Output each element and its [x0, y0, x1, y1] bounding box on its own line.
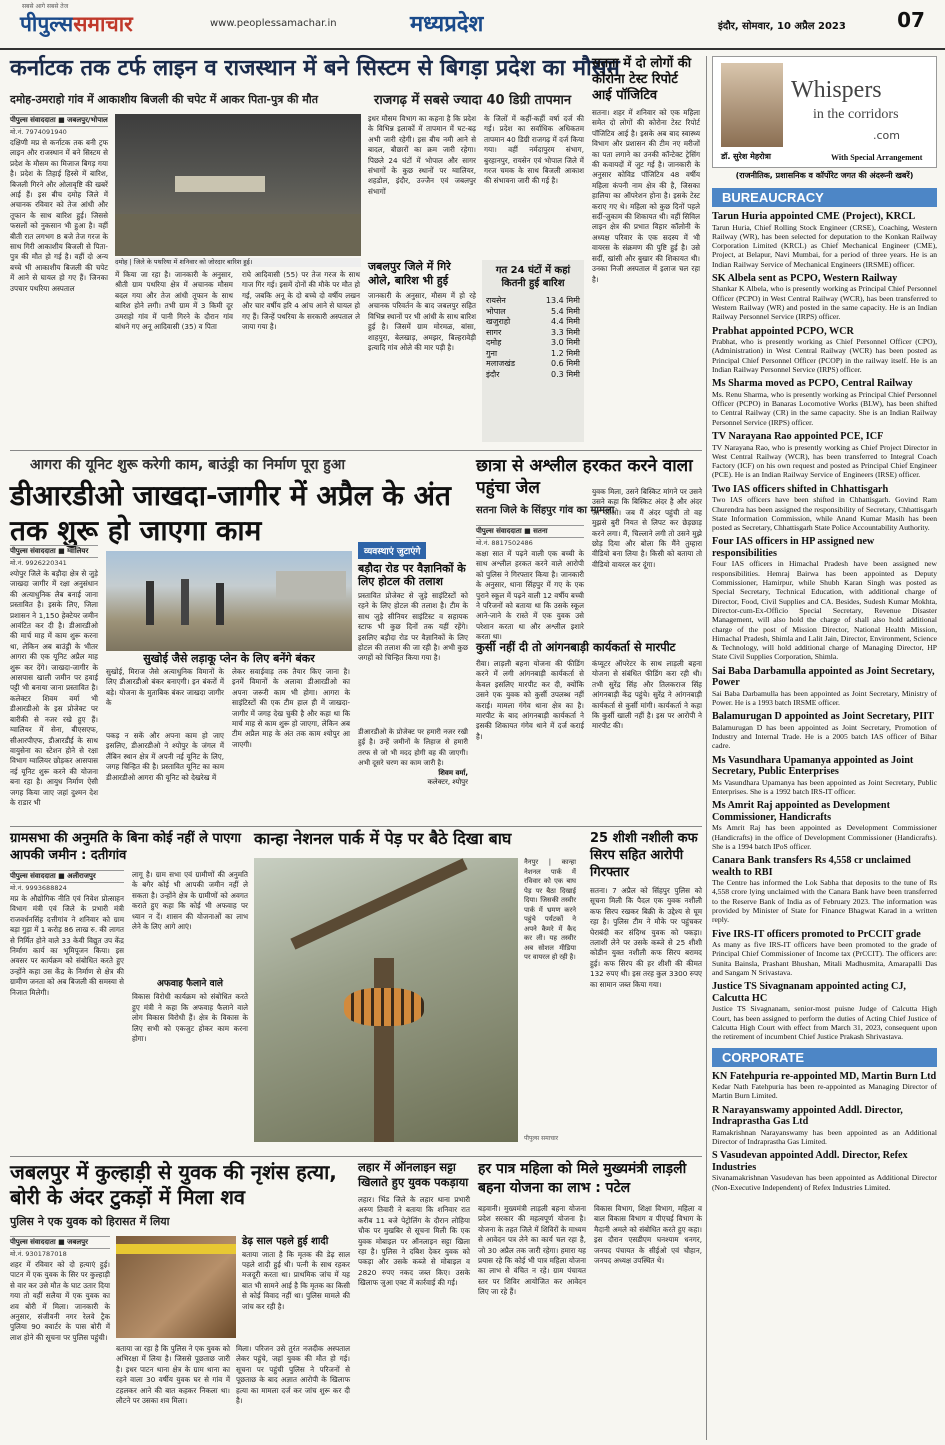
subhead: दमोह-उमराहो गांव में आकाशीय बिजली की चपेट में आकर पिता-पुत्र की मौत — [10, 93, 318, 106]
tiger-caption: नैनपुर | कान्हा नेशनल पार्क में रविवार को एक बाघ पेड़ पर बैठा दिखाई दिया। जिसकी तस्वीर पार्क में भ्रमण करने पहुंचे पर्यटकों ने अपने कैमरे में कैद कर ली। यह तस्वीर अब सोशल मीडिया पर वायरल हो रही है। — [524, 858, 576, 961]
news-item — [712, 1105, 937, 1147]
rainfall-box — [482, 260, 584, 442]
news-item — [712, 536, 937, 661]
news-item-head: Canara Bank transfers Rs 4,558 cr unclaimed wealth to RBI — [712, 855, 911, 878]
body-col: बताया जा रहा है कि पुलिस ने एक युवक को अभिरक्षा में लिया है। जिससे पूछताछ जारी है। इधर पाटन थाना क्षेत्र के ग्राम थाना का रहने वाला 30 वर्षीय युवक घर से गांव में टहलकर आने की बात कहकर निकला था। लौटने पर उसका शव मिला। — [116, 1344, 230, 1406]
subhead: सतना जिले के सिंहपुर गांव का मामला — [476, 505, 615, 516]
body-col: कक्षा सात में पढ़ने वाली एक बच्ची के साथ अश्लील हरकत करने वाले आरोपी को पुलिस ने गिरफ्तार किया है। जानकारी के अनुसार, थाना सिंहपुर में गए के एक पुराने स्कूल में पढ़ने वाली 12 वर्षीय बच्ची ने परिजनों को बताया था कि उसके स्कूल आने-जाने के रास्ते में एक युवक उसे परेशान करता था और अश्लील इशारे करता था। — [476, 549, 584, 642]
rain-city: सागर — [486, 327, 502, 337]
body: लहार। भिंड जिले के लहार थाना प्रभारी अरुण तिवारी ने बताया कि शनिवार रात करीब 11 बजे पेट्रोलिंग के दौरान लोहिया चौक पर मुखबिर से सूचना मिली कि एक युवक मोबाइल पर ऑनलाइन सट्टा खिला रहा है। पुलिस ने दबिश देकर युवक को पकड़ा और उसके कब्जे से मोबाइल व 2820 रुपए नकद जब्त किए। उसके खिलाफ जुआ एक्ट में कार्रवाई की गई। — [358, 1195, 470, 1288]
news-item-text: Balamurugan D has been appointed as Joint Secretary, Promotion of Industry and Internal Trade. He is a 2005 batch IAS officer of Bihar cadre. — [712, 722, 937, 751]
masthead — [0, 0, 945, 50]
rain-city: भोपाल — [486, 306, 506, 316]
news-item — [712, 326, 937, 375]
mobile: मो.नं. 7974091940 — [10, 128, 67, 136]
news-item-text: Ms. Renu Sharma, who is presently working as Principal Chief Personnel Officer (PCPO) in Banaras Locomotive Works (BLW), has been shifted to Central Railway (CR) in the same capacity. She is an Indian Railway Personnel Service (IRPS) officer. — [712, 389, 937, 427]
body-col: मिला। परिजन उसे तुरंत नजदीक अस्पताल लेकर पहुंचे, जहां युवक की मौत हो गई। सूचना पर पहुंची पुलिस ने परिजनों से पूछताछ के बाद अज्ञात आरोपी के खिलाफ हत्या का मामला दर्ज कर जांच शुरू कर दी है। — [236, 1344, 350, 1406]
news-item-text: Sai Baba Darbamulla has been appointed as Joint Secretary, Ministry of Power. He is a 1993 batch IRSME officer. — [712, 688, 937, 707]
girl-story — [476, 455, 702, 823]
news-item — [712, 484, 937, 533]
person-shape — [181, 579, 189, 625]
news-item-head: R Narayanswamy appointed Addl. Director, Indraprastha Gas Ltd — [712, 1104, 903, 1128]
byline: पीपुल्स संवाददाता ■ जबलपुर — [10, 1236, 110, 1249]
whispers-column — [712, 56, 937, 1440]
mobile: मो.नं. 9301787018 — [10, 1250, 67, 1258]
rainfall-row — [486, 296, 580, 307]
headline: छात्रा से अश्लील हरकत करने वाला पहुंचा जेल — [476, 456, 693, 498]
trunk-shape — [374, 958, 394, 1142]
news-item — [712, 855, 937, 924]
news-item-head: Justice TS Sivagnanam appointed acting CJ, Calcutta HC — [712, 981, 906, 1004]
rain-value: 1.2 मिमी — [551, 348, 580, 358]
weather-story — [10, 56, 620, 446]
jabalpur-head: जबलपुर जिले में गिरे ओले, बारिश भी हुई — [368, 260, 451, 287]
rainfall-row — [486, 370, 580, 381]
corporate-list — [712, 1071, 937, 1192]
rainfall-row — [486, 317, 580, 328]
news-item-head: Balamurugan D appointed as Joint Secretary, PIIT — [712, 711, 934, 723]
box-text: प्रस्तावित प्रोजेक्ट से जुड़े साइंटिस्टों को रहने के लिए होटल की तलाश है। टीम के साथ जुड़े सीनियर साइंटिस्ट व सहायक स्टाफ भी कुछ दिनों तक यहीं रहेंगे। इसलिए बड़ौदा रोड पर वैज्ञानिकों के लिए होटल की तलाश की जा रही है। अभी कुछ जगहों को चिन्हित किया गया है। — [358, 591, 468, 663]
news-item-text: Ramakrishnan Narayanswamy has been appointed as an Additional Director of Indraprastha Gas Limited. — [712, 1127, 937, 1146]
news-item-text: Shankar K Albela, who is presently working as Principal Chief Personnel Officer (PCPO) in West Central Railway (WCR), has been transferred to Western Railway (WR) and posted in the same capacity. He is an Indian Railway Personnel Service (IRPS) officer. — [712, 284, 937, 322]
news-item — [712, 1150, 937, 1192]
building-shape — [175, 176, 265, 192]
rain-city: मलाजखंड — [486, 359, 516, 368]
news-item-head: Five IRS-IT officers promoted to PrCCIT grade — [712, 928, 921, 940]
person-shape — [216, 583, 224, 625]
headline: ग्रामसभा की अनुमति के बिना कोई नहीं ले पाएगा आपकी जमीन : दतीगांव — [10, 831, 242, 863]
news-item-text: Ms Vasundhara Upamanya has been appointed as Joint Secretary, Public Enterprises. She is a 1992 batch IRS-IT officer. — [712, 777, 937, 796]
rain-city: गुना — [486, 348, 498, 358]
news-item-head: Sai Baba Darbamulla appointed as Joint Secretary, Power — [712, 665, 935, 689]
photo-caption: सुखोई जैसे लड़ाकू प्लेन के लिए बनेंगे बंकर — [143, 652, 315, 665]
news-item — [712, 981, 937, 1041]
angan-col: कंप्यूटर ऑपरेटर के साथ लाड़ली बहना योजना से संबंधित फीडिंग करा रही थी। तभी सुरेंद्र सिंह और तिलकराज सिंह आंगनबाड़ी केंद्र पहुंचे। सुरेंद्र ने आंगनबाड़ी कार्यकर्ता से कुर्सी मांगी। कार्यकर्ता ने कहा कि कुर्सी खाली नहीं है। इस पर आरोपी ने मारपीट की। — [592, 659, 702, 731]
rain-city: दमोह — [486, 338, 502, 347]
wall-shape — [276, 571, 346, 599]
author-name: डॉ. सुरेश मेहरोत्रा — [721, 152, 771, 161]
whispers-tagline: (राजनीतिक, प्रशासनिक व कॉर्पोरेट जगत की अंदरूनी खबरें) — [735, 171, 914, 180]
rain-value: 13.4 मिमी — [545, 296, 580, 305]
news-item — [712, 929, 937, 978]
headline: 25 शीशी नशीली कफ सिरप सहित आरोपी गिरफ्तार — [590, 831, 698, 880]
rainfall-row — [486, 359, 580, 370]
news-item — [712, 211, 937, 269]
crime-photo — [116, 1236, 236, 1338]
section-corporate: CORPORATE — [712, 1048, 937, 1067]
rain-value: 0.3 मिमी — [551, 369, 580, 379]
whispers-header — [712, 56, 937, 168]
rain-city: रायसेन — [486, 296, 506, 305]
body-col: युवक मिला, उसने बिस्किट मांगने पर उसने उसने कहा कि बिस्किट अंदर है और अंदर आ जाओ। जब मैं अंदर पहुंची तो वह मुझसे बुरी नियत से लिपट कर छेड़छाड़ करने लगा। मैं, चिल्लाने लगी तो उसने मुझे छोड़ दिया और बोला कि मैंने तुम्हारा वीडियो बना लिया है। किसी को बताया तो वीडियो वायरल कर दूंगा। — [592, 487, 702, 569]
rain-value: 5.4 मिमी — [551, 306, 580, 316]
photo-caption: दमोह | जिले के पथरिया में शनिवार को जोरदार बारिश हुई। — [115, 258, 361, 267]
rainfall-row — [486, 349, 580, 360]
police-tape — [116, 1244, 236, 1254]
ground-shape — [115, 214, 361, 256]
tiger-shape — [344, 988, 424, 1026]
subhead-2: राजगढ़ में सबसे ज्यादा 40 डिग्री तापमान — [374, 93, 572, 108]
dateline: इंदौर, सोमवार, 10 अप्रैल 2023 — [718, 21, 846, 32]
news-item-head: Ms Amrit Raj appointed as Development Commissioner, Handicrafts — [712, 800, 890, 823]
drdo-story — [10, 455, 468, 823]
rain-value: 3.3 मिमी — [551, 327, 580, 337]
satta-story — [358, 1160, 470, 1440]
news-item-head: Tarun Huria appointed CME (Project), KRCL — [712, 211, 916, 222]
body-col: इधर मौसम विभाग का कहना है कि प्रदेश के विभिन्न इलाकों में तापमान में घट-बढ़ अभी जारी रहेगी। इस बीच नमी आने से बादल, बौछारों का क्रम जारी रहेगा। पिछले 24 घंटों में भोपाल और सागर संभागों के कुछ स्थानों पर ग्वालियर, शहडोल, इंदौर, उज्जैन एवं जबलपुर संभागों — [368, 114, 476, 196]
body-col: मप्र के औद्योगिक नीति एवं निवेश प्रोत्साहन विभाग मंत्री एवं जिले के प्रभारी मंत्री राजवर्धनसिंह दत्तीगांव ने शनिवार को ग्राम बड़ा गुड़ा में 1 करोड़ 86 लाख रु. की लागत से निर्मित होने वाले 33 केवी विद्युत उप केंद्र निर्माण कार्य का भूमिपूजन किया। इस अवसर पर कार्यक्रम को संबोधित करते हुए उन्होंने कहा उस केंद्र के निर्माण से क्षेत्र की ग्रामीण जनता को अब बिजली की समस्या से निजात मिलेगी। — [10, 894, 124, 997]
byline: पीपुल्स संवाददाता ■ जबलपुर/भोपाल — [10, 114, 108, 127]
headline: लहार में ऑनलाइन सट्टा खिलाते हुए युवक पकड़ाया — [358, 1160, 469, 1189]
rainfall-title: गत 24 घंटों में कहां कितनी हुई बारिश — [495, 265, 571, 289]
rain-value: 4.4 मिमी — [551, 317, 580, 326]
tiger-photo — [254, 858, 518, 1142]
byline: पीपुल्स संवाददाता ■ अलीराजपुर — [10, 870, 124, 883]
body: सतना। 7 अप्रैल को सिंहपुर पुलिस को सूचना मिली कि पैदल एक युवक नशीली कफ सिरप रखकर बिक्री के उद्देश्य से घूम रहा है। पुलिस टीम ने मौके पर पहुंचकर घेराबंदी कर संदिग्ध युवक को पकड़ा। तलाशी लेने पर उसके कब्जे से 25 शीशी कोडीन युक्त नशीली कफ सिरप बरामद हुई। कफ सिरप की हर शीशी की कीमत 132 रुपए थी। इस तरह कुल 3300 रुपए का सामान जब्त किया गया। — [590, 886, 702, 989]
body-col: विकास विरोधी कार्यक्रम को संबोधित करते हुए मंत्री ने कहा कि अफवाह फैलाने वाले लोग विकास विरोधी हैं। क्षेत्र के विकास के लिए सभी को एकजुट होकर काम करना होगा। — [132, 992, 248, 1043]
news-item-text: Kedar Nath Fatehpuria has been re-appointed as Managing Director of Martin Burn Limited. — [712, 1082, 937, 1101]
page-number: 07 — [897, 8, 925, 32]
bureaucracy-list — [712, 211, 937, 1042]
news-item-head: Prabhat appointed PCPO, WCR — [712, 325, 854, 337]
rain-city: खजुराहो — [486, 317, 511, 326]
headline: डीआरडीओ जाखदा-जागीर में अप्रैल के अंत तक शुरू हो जाएगा काम — [10, 479, 451, 547]
author-photo — [721, 63, 783, 147]
storm-photo — [115, 114, 361, 256]
box-label: व्यवस्थाएं जुटाएंगे — [358, 542, 426, 559]
bunker-text: सुखोई, मिराज जैसे अत्याधुनिक विमानों के लिए डीआरडीओ बंकर बनाएगी। इन बंकरों में बड़े। योजना के मुताबिक बंकर जाखदा जागीर के — [106, 667, 224, 708]
byline: पीपुल्स संवाददाता ■ सतना — [476, 525, 584, 538]
logo-corridors: in the corridors — [813, 107, 899, 122]
box-head: बड़ौदा रोड पर वैज्ञानिकों के लिए होटल की तलाश — [358, 562, 466, 588]
body-col: श्योपुर जिले के बड़ौदा क्षेत्र से जुड़े जाखदा जागीर में रक्षा अनुसंधान की अत्याधुनिक लैब बनाई जाना प्रस्तावित है। इसके लिए, जिला प्रशासन ने 1,150 हेक्टेयर जमीन आवंटित कर दी है। डीआरडीओ की मार्च माह में काम शुरू करना था, लेकिन अब बाउंड्री के भीतर आगरा की एक यूनिट अप्रैल माह शुरू कर देंगे। जाखदा-जागीर के आसपास खाली जमीन पर हवाई पट्टी भी बनाया जाना प्रस्तावित है। कलेक्टर शिवम वर्मा भी डीआरडीओ के इस प्रोजेक्ट पर बारीकी से नजर रखे हुए हैं। ग्वालियर में सेना, बीएसएफ, सीआरपीएफ, डीआरडीई के साथ वायुसेना का स्टेशन होने से रक्षा विभाग ग्वालियर छोड़कर आसपास नई यूनिट शुरू करने की योजना बना रहा है। आयुध निर्माण ऐसी जगह किया जाए जहां दुश्मन देश के राडार भी — [10, 569, 98, 807]
murder-story — [10, 1160, 350, 1440]
body-col: शहर में रविवार को दो हत्याएं हुई। पाटन में एक युवक के सिर पर कुल्हाड़ी से वार कर उसे मौत के घाट उतार दिया गया तो वहीं सलैया में एक युवक का शव बोरी में मिला। जानकारी के अनुसार, संजीवनी नगर रेलवे ट्रैक पुलिया 90 क्वार्टर के पास बोरी में लाश होने की सूचना पर पुलिस पहुंची। — [10, 1260, 110, 1342]
headline: कर्नाटक तक टर्फ लाइन व राजस्थान में बने सिस्टम से बिगड़ा प्रदेश का मौसम — [10, 56, 620, 81]
photo-credit: पीपुल्स समाचार — [524, 1135, 559, 1142]
kicker: आगरा की यूनिट शुरू करेगी काम, बाउंड्री का निर्माण पूरा हुआ — [30, 457, 346, 473]
news-item-text: Tarun Huria, Chief Rolling Stock Engineer (CRSE), Coaching, Western Railway (WR), has been selected for deputation to the Konkan Railway Corporation Limited (KRCL) as Chief Mechanical Engineer (CME), Project, at Belapur, Navi Mumbai, for a period of three years. He is an Indian Railway Service of Mechanical Engineers (IRSME) officer. — [712, 222, 937, 269]
byline: पीपुल्स संवाददाता ■ ग्वालियर — [10, 545, 98, 558]
body-col: के जिलों में कहीं-कहीं वर्षा दर्ज की गई। प्रदेश का सर्वाधिक अधिकतम तापमान 40 डिग्री राजगढ़ में दर्ज किया गया। वहीं नर्मदापुरम संभाग, बुरहानपुर, रायसेन एवं भोपाल जिले में गरज चमक के साथ बिजली आकाश की संभावना जारी की गई है। — [484, 114, 584, 186]
news-item — [712, 273, 937, 322]
news-item-text: Sivanamakrishnan Vasudevan has been appointed as Additional Director (Non-Executive Independent) of Refex Industries Limited. — [712, 1173, 937, 1192]
headline: हर पात्र महिला को मिले मुख्यमंत्री लाड़ली बहना योजना का लाभ : पटेल — [478, 1161, 687, 1196]
brand-logo: पीपुल्ससमाचार — [20, 12, 133, 36]
body-col: राघे आदिवासी (55) पर तेज गरज के साथ गाज गिर गई। इसमें दोनों की मौके पर मौत हो गई, जबकि अनू के दो बच्चे दो वर्षीय लखन और चार वर्षीय हरि 4 आंच आने से घायल हो गए हैं। जिन्हें पथरिया के सरकारी अस्पताल ले जाया गया है। — [242, 270, 360, 332]
hotel-box — [358, 539, 468, 717]
box-head: डेढ़ साल पहले हुई शादी — [242, 1236, 329, 1247]
news-item-head: SK Albela sent as PCPO, Western Railway — [712, 272, 898, 284]
news-item-head: Ms Vasundhara Upamanya appointed as Joint Secretary, Public Enterprises — [712, 754, 914, 778]
section-title: मध्यप्रदेश — [410, 12, 484, 37]
branch-shape — [290, 858, 467, 949]
rainfall-table — [486, 296, 580, 380]
rainfall-row — [486, 338, 580, 349]
mobile: मो.नं. 8817502486 — [476, 539, 533, 547]
rain-city: इंदौर — [486, 369, 500, 379]
news-item-head: Two IAS officers shifted in Chhattisgarh — [712, 483, 889, 495]
news-item-text: Four IAS officers in Himachal Pradesh have been assigned new responsibilities. Hemraj Bairwa has been appointed as Deputy Commissioner, Hamirpur, while Shubh Karan Singh was posted as Special Secretary, Technical Education, with additional charge of Director, Food, Civil Supplies and CA. Besides, Sudesh Kumar Mokhta, Director-cum-Ex-Officio Special Secretary, Revenue Disaster Management, will also hold the charge of shall also hold additional charge of the post of Mission Director, National Health Mission, Himachal Pradesh, Shimla and Lalit Jain, Director, Environment, Science & Technology, will hold additional charge of Managing Director, HP State Civil Supplies Corporation, Shimla. — [712, 559, 937, 662]
news-item-text: Justice TS Sivagnanam, senior-most puisne Judge of Calcutta High Court, has been assigned to perform the duties of Acting Chief Justice of Calcutta High Court with effect from March 31, 2023, consequent upon the retirement of incumbent Chief Justice Prakash Shrivastava. — [712, 1004, 937, 1042]
rainfall-row — [486, 328, 580, 339]
covid-story — [592, 56, 700, 446]
news-item — [712, 666, 937, 708]
news-item-text: Ms Amrit Raj has been appointed as Development Commissioner (Handicrafts) in the office of Development Commissioner (Handicrafts). She is a 1994 batch IPoS officer. — [712, 823, 937, 851]
logo-whispers: Whispers — [791, 77, 882, 103]
body-col: लागू है। ग्राम सभा एवं ग्रामीणों की अनुमति के बगैर कोई भी आपकी जमीन नहीं ले सकता है। उन्होंने क्षेत्र के ग्रामीणों को अवगत कराते हुए कहा कि कोई भी अफवाह पर ध्यान न दें। शासन की योजनाओं का लाभ लेने के लिए आगे आएं। — [132, 870, 248, 932]
quote-role: कलेक्टर, श्योपुर — [427, 777, 468, 786]
news-item — [712, 431, 937, 480]
marriage-box — [242, 1236, 350, 1338]
news-item-head: S Vasudevan appointed Addl. Director, Refex Industries — [712, 1150, 908, 1173]
tiger-story — [254, 830, 576, 1154]
news-item-head: Ms Sharma moved as PCPO, Central Railway — [712, 378, 913, 390]
quote-name: शिवम वर्मा, — [438, 768, 468, 777]
gramsabha-story — [10, 830, 248, 1154]
logo-com: .com — [873, 129, 900, 142]
angan-headline: कुर्सी नहीं दी तो आंगनबाड़ी कार्यकर्ता से मारपीट — [476, 640, 676, 654]
ladli-story — [478, 1160, 702, 1440]
tagline: सबसे आगे सबसे तेज — [22, 3, 69, 10]
news-item-text: TV Narayana Rao, who is presently working as Chief Project Director in West Central Railway (WCR), has been transferred to Integral Coach Factory (ICF) on his own request and posted as Principal Chief Engineer (PCE). He is an Indian Railway Service of Engineers (IRSE) officer. — [712, 442, 937, 480]
rain-value: 3.0 मिमी — [551, 338, 580, 347]
site-url[interactable]: www.peoplessamachar.in — [210, 18, 337, 29]
body-col: बड़वानी। मुख्यमंत्री लाड़ली बहना योजना प्रदेश सरकार की महत्वपूर्ण योजना है। योजना के तहत जिले में शिविरों के माध्यम से आवेदन पत्र लेने का कार्य चल रहा है, जो 30 अप्रैल तक जारी रहेगा। हमारा यह प्रयास रहे कि कोई भी पात्र महिला योजना का लाभ से वंचित न रहे। ग्राम पंचायत स्तर पर शिविर आयोजित कर आवेदन लिए जा रहे हैं। — [478, 1204, 586, 1297]
news-item-head: KN Fatehpuria re-appointed MD, Martin Burn Ltd — [712, 1070, 937, 1082]
quote-text: डीआरडीओ के प्रोजेक्ट पर हमारी नजर रखी हुई है। उन्हें जमीनों के लिहाज से हमारी तरफ से जो भी मदद होगी वह की जाएगी। अभी दूसरे चरण का काम जारी है। — [358, 728, 468, 768]
collector-quote — [358, 727, 468, 819]
person-shape — [146, 581, 154, 625]
rain-value: 0.6 मिमी — [551, 359, 580, 368]
section-bureaucracy: BUREAUCRACY — [712, 188, 937, 207]
news-item-text: Prabhat, who is presently working as Chief Personnel Officer (CPO), (Administration) in West Central Railway (WCR) has been posted as Principal Chief Personnel Officer (PCOP) in the railway itself. He is an Indian Railway Personnel Service (IRPS) officer. — [712, 337, 937, 375]
mobile: मो.नं. 9993688824 — [10, 884, 67, 892]
body-col: पकड़ न सकें और अपना काम हो जाए इसलिए, डीआरडीओ ने श्योपुर के जंगल में लैंबिन स्थान क्षेत्र में अपनी नई यूनिट के लिए, जगह चिन्हित की है। प्रस्तावित यूनिट का काम डीआरडीओ आगरा की यूनिट को देखरेख में — [106, 731, 224, 782]
news-item-text: Two IAS officers have been shifted in Chhattisgarh. Govind Ram Churendra has been assigned the responsibility of Secretary, Chhattisgarh State Information Commission, while Anand Kumar Masih has been posted as Secretary, Chhattisgarh State Police Accountability Authority. — [712, 495, 937, 533]
news-item — [712, 1071, 937, 1101]
body-col: दक्षिणी मप्र से कर्नाटक तक बनी ट्रफ लाइन और राजस्थान में बने सिस्टम से प्रदेश के मौसम का मिजाज बिगड़ गया है। प्रदेश के तिहाई हिस्से में बारिश, बिजली गिरने और ओलावृष्टि की खबरें आई हैं। इस बीच दमोह जिले में अचानक रविवार को तेज आंधी और तूफान के साथ बारिश हुई। जिससे फसलों को नुकसान भी हुआ है। वहीं बीती रात लगभग 8 बजे तेज गरज के साथ गिरी आकाशीय बिजली से पिता-पुत्र की मौत हो गई है। वहीं दो अन्य बच्चे भी आकाशीय बिजली की चपेट में आने से घायल हो गए हैं। जिनका उपचार पथरिया अस्पताल — [10, 138, 108, 293]
news-item-text: As many as five IRS-IT officers have been promoted to the grade of Principal Chief Commissioner of Income tax (PrCCIT). The officers are: Sunita Bainsla, Prashant Bhushan, Mitali Madhusmita, Amarapalli Das and Sangam N Srivastava. — [712, 940, 937, 978]
syrup-story — [590, 830, 702, 1154]
news-item — [712, 711, 937, 750]
headline: जबलपुर में कुल्हाड़ी से युवक की नृशंस हत्या, बोरी के अंदर टुकड़ों में मिला शव — [10, 1160, 337, 1209]
subhead: पुलिस ने एक युवक को हिरासत में लिया — [10, 1215, 170, 1228]
news-item-text: The Centre has informed the Lok Sabha that deposits to the tune of Rs 4,558 crore lying unclaimed with the Canara Bank have been transferred to the Reserve Bank of India as of February 2023. The information was provided by Minister of State for Finance Bhagwat Karad in a written reply. — [712, 878, 937, 925]
box-text: बताया जाता है कि मृतक की डेढ़ साल पहले शादी हुई थी। पत्नी के साथ रहकर मजदूरी करता था। प्राथमिक जांच में यह बात भी सामने आई है कि मृतक का किसी से कोई विवाद नहीं था। पुलिस मामले की जांच कर रही है। — [242, 1249, 350, 1311]
arrangement: With Special Arrangement — [831, 153, 923, 162]
news-item — [712, 800, 937, 851]
angan-col: रीवा। लाड़ली बहना योजना की फीडिंग करने में लगी आंगनबाड़ी कार्यकर्ता से केवल इसलिए मारपीट कर दी, क्योंकि उसने एक युवक को कुर्सी उपलब्ध नहीं कराई। मामला गंगेव थाना क्षेत्र का है। मारपीट के बाद आंगनबाड़ी कार्यकर्ता ने इसकी शिकायत गंगेव थाने में दर्ज कराई है। — [476, 659, 584, 741]
drdo-photo — [106, 551, 352, 651]
rumor-head: अफवाह फैलाने वाले — [157, 979, 223, 989]
headline: सतना में दो लोगों की कोरोना टेस्ट रिपोर्ट आई पॉजिटिव — [592, 56, 692, 103]
news-item-head: Four IAS officers in HP assigned new responsibilities — [712, 536, 875, 559]
news-item-head: TV Narayana Rao appointed PCE, ICF — [712, 431, 884, 443]
body-col: में किया जा रहा है। जानकारी के अनुसार, श्रीती ग्राम पथरिया क्षेत्र में अचानक मौसम बदल गया और तेज आंधी तूफान के साथ बारिश होने लगी। तभी ग्राम में 3 किमी दूर उमराहो गांव में पानी गिरने के दौरान गांव बांधने गए अनू आदिवासी (35) व पिता — [115, 270, 233, 332]
body-col: लेकर सवाईवाड़ तक तैयार किए जाना है। इनमें विमानों के अलावा डीआरडीओ का अपना जरूरी काम भी होगा। आगरा के साइंटिस्टों की एक टीम हाल ही में जाखदा-जागीर में जगह देख चुकी है और कहा था कि मार्च माह से काम शुरू हो जाएगा, लेकिन अब टीम अप्रैल माह के अंत तक काम श्योपुर आ जाएगी। — [232, 667, 350, 749]
rainfall-row — [486, 307, 580, 318]
headline: कान्हा नेशनल पार्क में पेड़ पर बैठे दिखा बाघ — [254, 829, 512, 848]
body: सतना। शहर में शनिवार को एक महिला समेत दो लोगों की कोरोना टेस्ट रिपोर्ट पॉजिटिव आई है। इसके अब बाद स्वास्थ्य विभाग और प्रशासन की टीम नए मरीजों का पता लगाने का उनकी कॉन्टेक्ट ट्रेसिंग की कवायदों में जुट गई है। जानकारी के अनुसार कोविड पॉजिटिव 48 वर्षीय महिला कंपनी नाम क्षेत्र की है, जिसका हालिया का ऑपरेशन होना है। इसके टेस्ट कराए गए थे। महिला को कुछ दिनों पहले सर्दी-जुकाम की शिकायत थी। वहीं सिविल लाइन क्षेत्र की प्रभात विहार कॉलोनी के अध्यक्ष परिवार के एक सदस्य में भी वायरस के संक्रमण की पुष्टि हुई है। उसे सर्दी, खांसी और बुखार की शिकायत थी। उनका निजी अस्पताल में इलाज चल रहा है। — [592, 108, 700, 284]
jabalpur-text: जानकारी के अनुसार, मौसम में हो रहे अचानक परिवर्तन के बाद जबलपुर सहित विभिन्न स्थानों पर भी आंधी के साथ बारिश हुई है। जिसमें ग्राम मोरमळ, बांसा, शाहपुरा, बेलखाड़, अमझर, बिल्हरावेड़ी इत्यादि गांव ओले की मार पड़ी है। — [368, 291, 476, 353]
news-item — [712, 378, 937, 427]
news-item — [712, 755, 937, 797]
body-col: विकास विभाग, शिक्षा विभाग, महिला व बाल विकास विभाग व पीएचई विभाग के मैदानी अमले को संबोधित करते हुए कहा। इस दौरान एसडीएम घनश्याम धनगर, जनपद पंचायत के सीईओ एवं चौहान, जनपद अध्यक्ष उपस्थित थे। — [594, 1204, 702, 1266]
mobile: मो.नं. 9926220341 — [10, 559, 67, 567]
